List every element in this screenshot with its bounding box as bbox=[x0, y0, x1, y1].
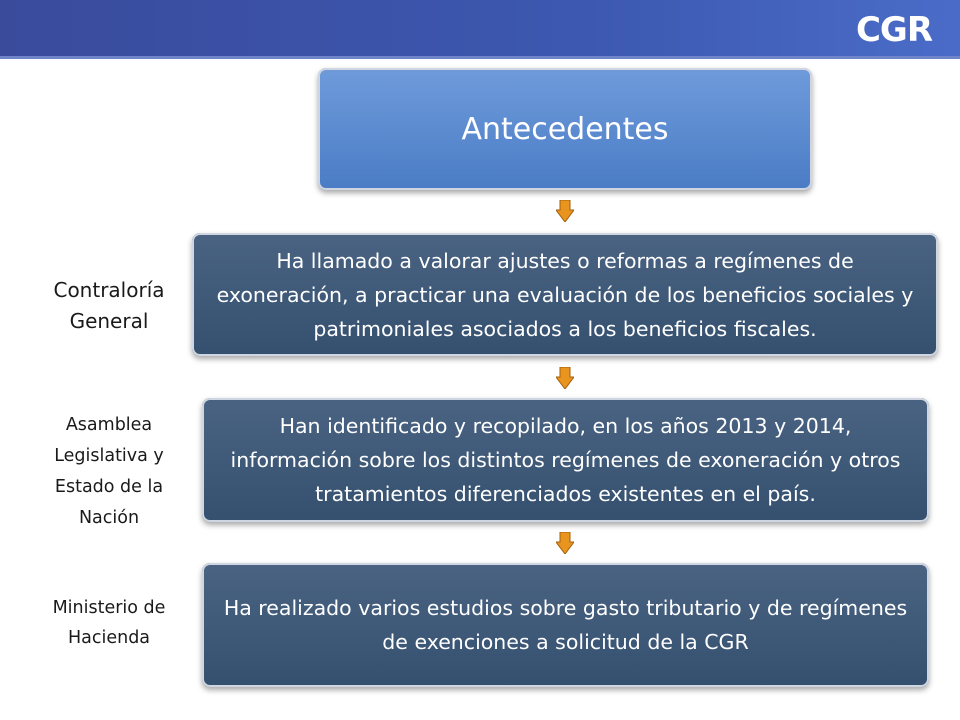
step-box-asamblea bbox=[202, 398, 929, 522]
step-text: Ha realizado varios estudios sobre gasto tributario y de regímenes de exenciones a solicitud de la CGR bbox=[223, 596, 908, 654]
title-box bbox=[318, 68, 812, 190]
diagram-title: Antecedentes bbox=[461, 111, 669, 147]
down-arrow-icon bbox=[556, 367, 574, 389]
down-arrow-icon bbox=[556, 200, 574, 222]
actor-label-contraloria: Contraloría General bbox=[53, 278, 165, 333]
step-text: Han identificado y recopilado, en los años 2013 y 2014, información sobre los distintos regímenes de exoneración y otros tratamientos diferenciados existentes en el país. bbox=[230, 414, 901, 506]
step-box-hacienda bbox=[202, 563, 929, 687]
header-bar bbox=[0, 0, 960, 59]
cgr-logo: CGR bbox=[855, 10, 932, 50]
down-arrow-icon bbox=[556, 532, 574, 554]
actor-label-asamblea: Asamblea Legislativa y Estado de la Nación bbox=[54, 415, 164, 528]
step-text: Ha llamado a valorar ajustes o reformas a regímenes de exoneración, a practicar una evaluación de los beneficios sociales y patrimoniales asociados a los beneficios fiscales. bbox=[216, 248, 914, 341]
actor-label-hacienda: Ministerio de Hacienda bbox=[52, 598, 166, 648]
step-box-contraloria bbox=[192, 233, 938, 356]
